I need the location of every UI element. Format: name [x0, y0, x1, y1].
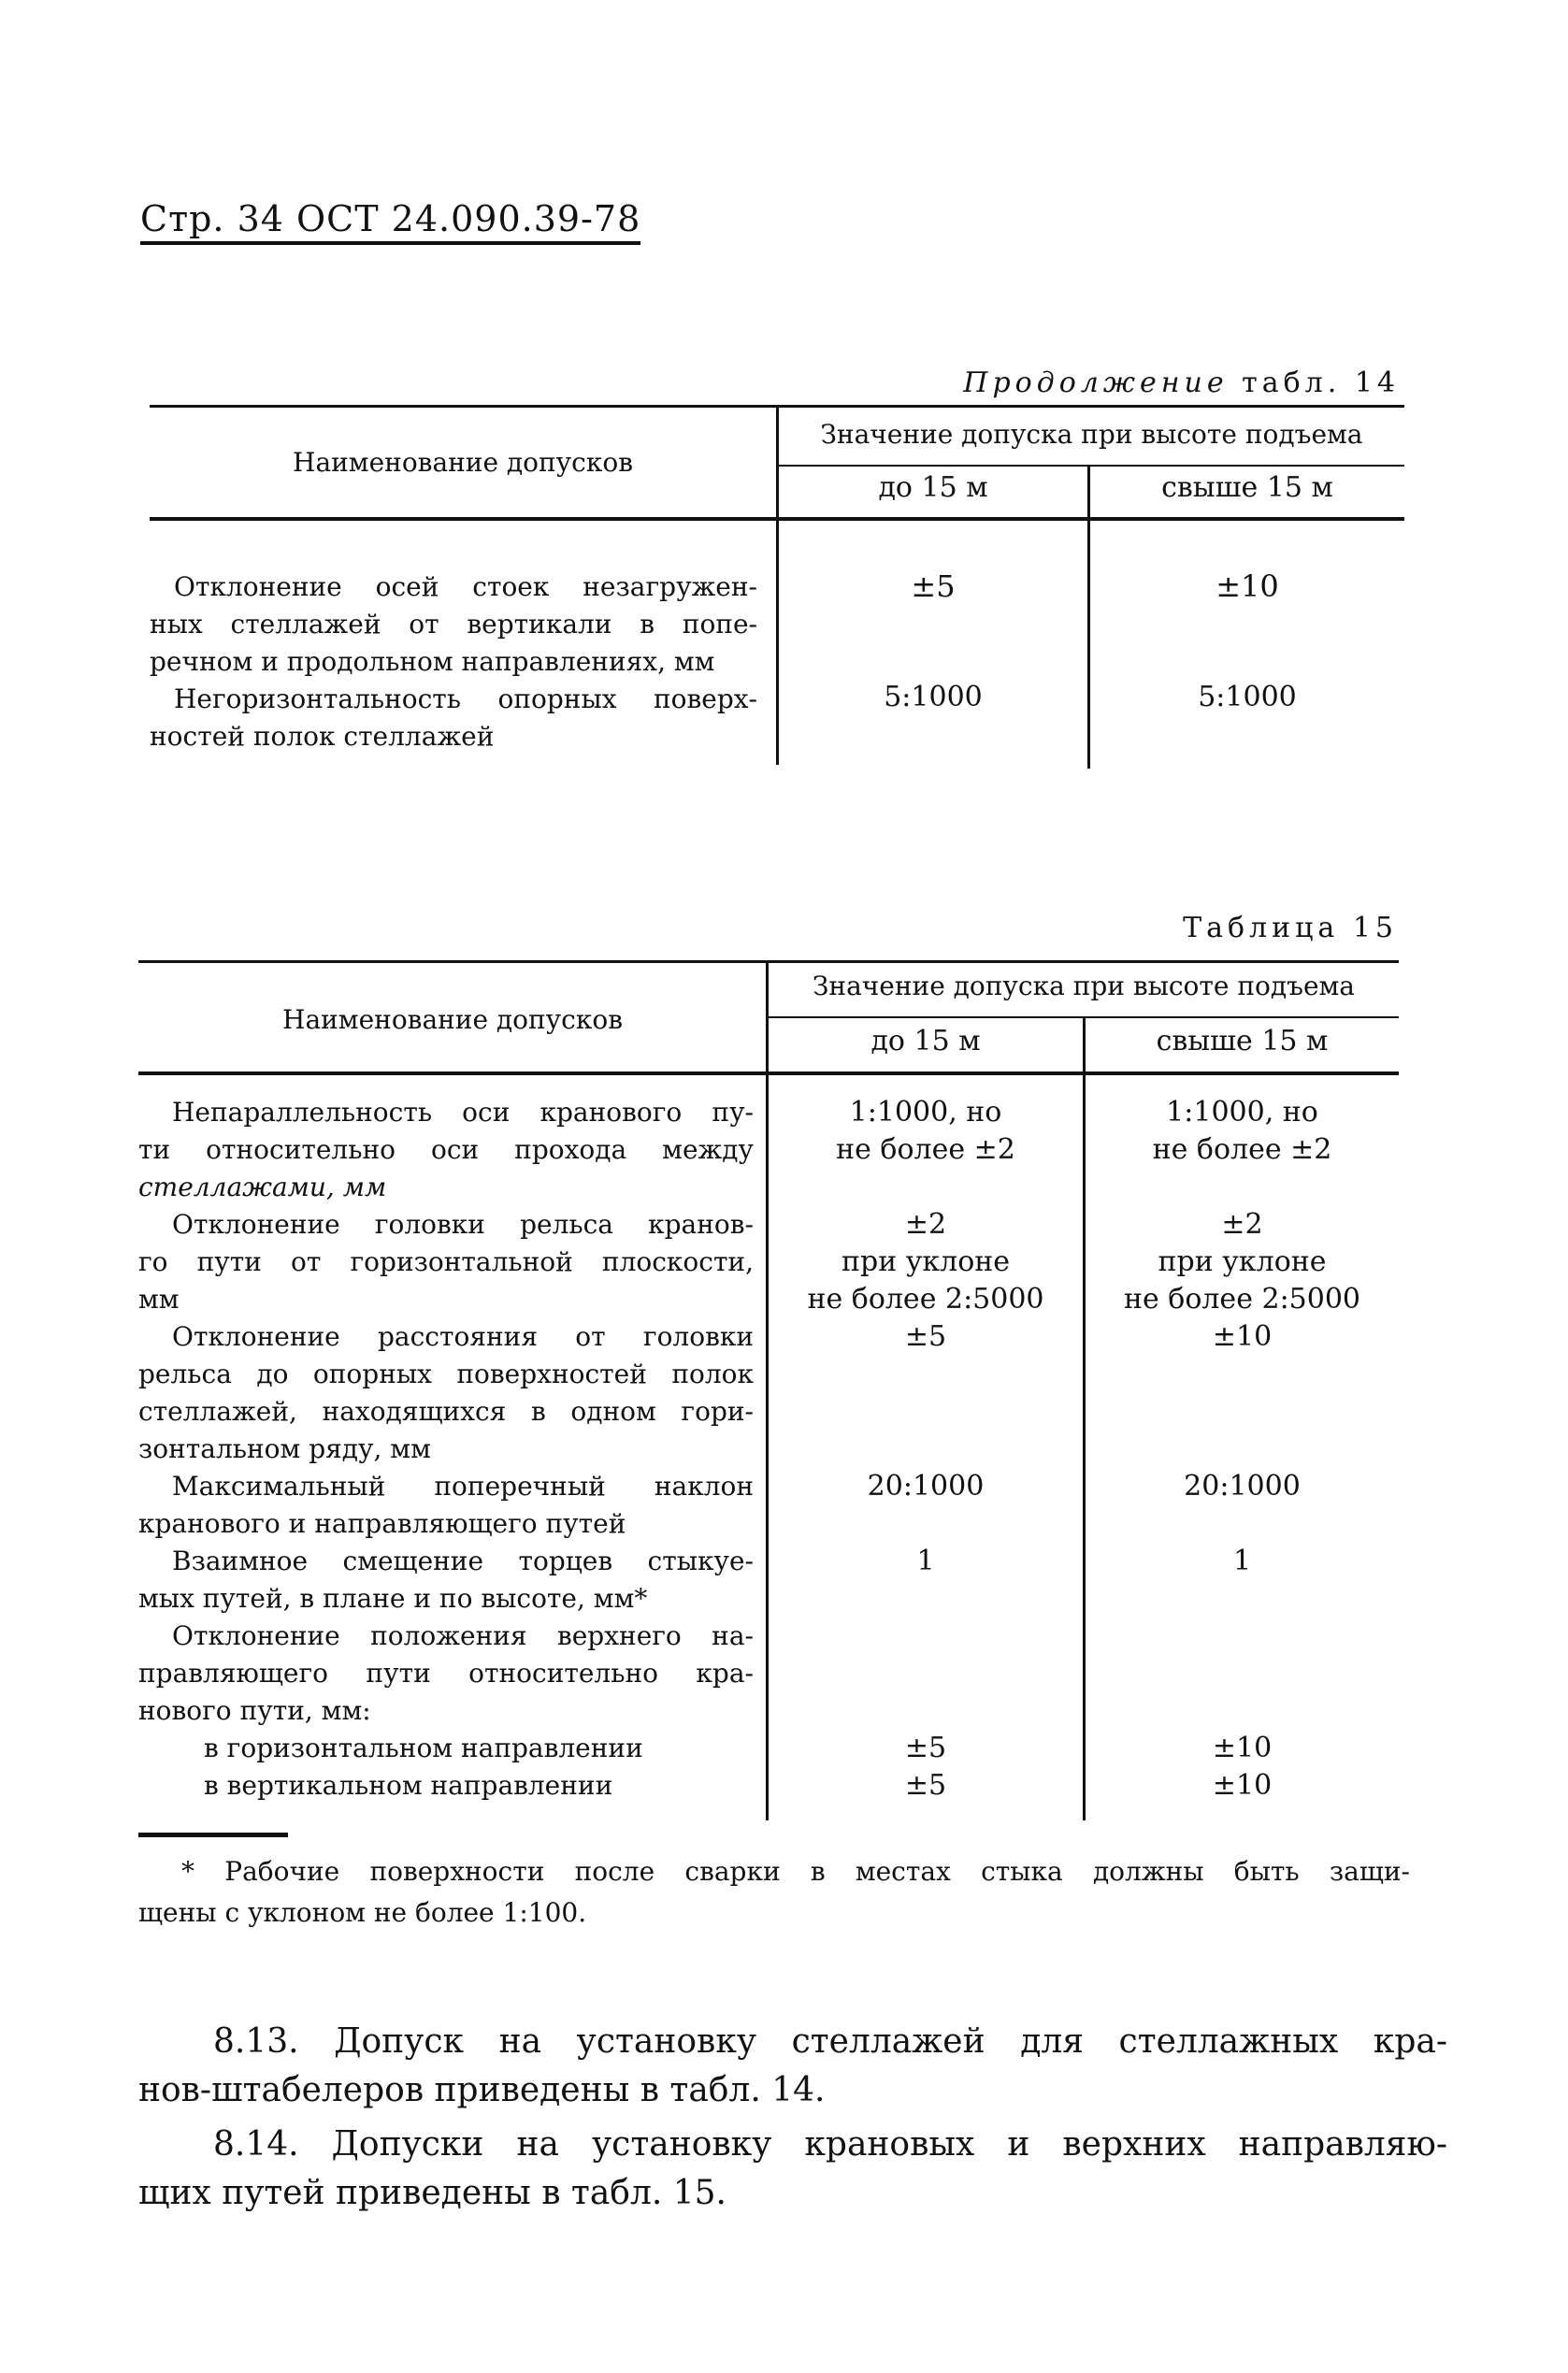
table15-row-7-line-1: в горизонтальном направлении — [204, 1733, 643, 1763]
table15-row-1-line-1: Непараллельность оси кранового пу- — [172, 1097, 754, 1128]
table14-caption-word: табл. — [1242, 367, 1342, 399]
table14-row-2-name — [150, 681, 757, 755]
table15-row-2-over-line-1: ±2 — [1221, 1208, 1263, 1241]
table15-row-3-line-3: стеллажей, находящихся в одном гори- — [138, 1396, 754, 1427]
table15-row-8-upto — [769, 1767, 1083, 1805]
table15-row-3-over-value: ±10 — [1212, 1320, 1273, 1353]
table15-row-2-line-3: мм — [138, 1284, 180, 1315]
table14-row-1-line-2: ных стеллажей от вертикали в попе- — [150, 609, 757, 640]
paragraph-8-14-line-2: щих путей приведены в табл. 15. — [138, 2174, 726, 2212]
table15-row-3-line-1: Отклонение расстояния от головки — [172, 1321, 754, 1352]
table15-row-7-upto-value: ±5 — [904, 1732, 947, 1764]
table14-row-1-line-3: речном и продольном направлениях, мм — [150, 646, 715, 677]
table15-row-5-upto — [769, 1543, 1083, 1580]
table15-row-7-name — [138, 1730, 754, 1767]
table14-row-2-upto: 5:1000 — [884, 681, 983, 713]
table15-row-2-line-2: го пути от горизонтальной плоскости, — [138, 1246, 754, 1277]
table15-row-3-line-2: рельса до опорных поверхностей полок — [138, 1359, 754, 1389]
table14-row-2-line-1: Негоризонтальность опорных поверх- — [174, 683, 757, 714]
table14-row-2-over: 5:1000 — [1198, 681, 1297, 713]
footnote-divider — [138, 1833, 288, 1837]
table15-row-2-name — [138, 1206, 754, 1318]
table15-row-7-over-value: ±10 — [1212, 1732, 1273, 1764]
table15-row-4-over-value: 20:1000 — [1184, 1470, 1301, 1503]
table15-row-5-over — [1086, 1543, 1399, 1580]
table14-col-name-header: Наименование допусков — [293, 447, 633, 478]
table15-row-2-upto — [769, 1206, 1083, 1318]
footnote-line-2: щены с уклоном не более 1:100. — [138, 1897, 587, 1928]
table15-row-2-upto-line-1: ±2 — [904, 1208, 947, 1241]
table14-col-over-header: свыше 15 м — [1161, 471, 1333, 504]
table14-caption-number: 14 — [1354, 367, 1400, 399]
table15-row-8-line-1: в вертикальном направлении — [204, 1770, 613, 1801]
table15-row-5-line-1: Взаимное смещение торцев стыкуе- — [172, 1546, 754, 1576]
table15-row-4-upto-value: 20:1000 — [867, 1470, 985, 1503]
table14-row-1-name — [150, 568, 757, 681]
table14-caption-label: Продолжение — [963, 367, 1229, 399]
table15-row-1-over — [1086, 1094, 1399, 1169]
table15-row-2-over-line-2: при уклоне — [1158, 1245, 1327, 1278]
table15-row-3-upto-value: ±5 — [904, 1320, 947, 1353]
table15-row-3-line-4: зонтальном ряду, мм — [138, 1433, 431, 1464]
table15-row-8-name — [138, 1767, 754, 1805]
table15-row-7-upto — [769, 1730, 1083, 1767]
table15-row-5-over-value: 1 — [1232, 1545, 1252, 1577]
table15-col-name-header: Наименование допусков — [282, 1004, 623, 1035]
table15-row-1-upto — [769, 1094, 1083, 1169]
table15-row-4-line-2: кранового и направляющего путей — [138, 1508, 626, 1539]
table15-col-value-header: Значение допуска при высоте подъема — [812, 971, 1355, 1001]
table15-row-1-upto-line-2: не более ±2 — [836, 1133, 1015, 1166]
table15-row-3-name — [138, 1318, 754, 1468]
table14-row-1-upto: ±5 — [911, 568, 956, 604]
table15-caption: Таблица 15 — [1183, 912, 1398, 944]
table15-row-1-line-3: стеллажами, мм — [138, 1172, 387, 1202]
table15-row-5-upto-value: 1 — [916, 1545, 935, 1577]
table15-row-8-over — [1086, 1767, 1399, 1805]
table15-col-over-header: свыше 15 м — [1156, 1025, 1329, 1057]
paragraph-8-13-line-2: нов-штабелеров приведены в табл. 14. — [138, 2071, 826, 2109]
table15-row-8-upto-value: ±5 — [904, 1769, 947, 1802]
table15-col-upto-header: до 15 м — [870, 1025, 981, 1057]
footnote-line-1: * Рабочие поверхности после сварки в местах стыка должны быть защи- — [181, 1856, 1410, 1887]
table14-row-1-over: ±10 — [1216, 568, 1279, 604]
page-header: Стр. 34 ОСТ 24.090.39-78 — [140, 198, 640, 245]
table15-row-2-upto-line-2: при уклоне — [842, 1245, 1010, 1278]
paragraph-8-13 — [138, 2018, 1447, 2115]
table14-row-1-line-1: Отклонение осей стоек незагружен- — [174, 571, 757, 602]
table14-caption — [963, 367, 1400, 399]
table15-row-6-line-2: правляющего пути относительно кра- — [138, 1658, 754, 1689]
table15-row-2-over — [1086, 1206, 1399, 1318]
paragraph-8-14 — [138, 2121, 1447, 2218]
table15-row-2-upto-line-3: не более 2:5000 — [807, 1283, 1044, 1316]
table14-col-value-header: Значение допуска при высоте подъема — [820, 419, 1363, 450]
table15-row-5-name — [138, 1543, 754, 1618]
table15-row-2-over-line-3: не более 2:5000 — [1123, 1283, 1361, 1316]
table15-row-1-name — [138, 1094, 754, 1206]
table15-row-6-line-3: нового пути, мм: — [138, 1695, 371, 1726]
table15-row-1-line-2: ти относительно оси прохода между — [138, 1134, 754, 1165]
table15-row-7-over — [1086, 1730, 1399, 1767]
table15-row-3-upto — [769, 1318, 1083, 1356]
table14-row-2-line-2: ностей полок стеллажей — [150, 721, 495, 752]
table15-row-2-line-1: Отклонение головки рельса кранов- — [172, 1209, 754, 1240]
table15-row-1-over-line-2: не более ±2 — [1152, 1133, 1332, 1166]
footnote — [138, 1851, 1410, 1934]
table15-row-1-upto-line-1: 1:1000, но — [849, 1096, 1002, 1129]
table15-row-6-line-1: Отклонение положения верхнего на- — [172, 1620, 754, 1651]
table15-row-4-over — [1086, 1468, 1399, 1505]
table15-row-4-upto — [769, 1468, 1083, 1505]
table15-row-4-line-1: Максимальный поперечный наклон — [172, 1471, 754, 1502]
table15-row-6-name — [138, 1618, 754, 1730]
table15-row-4-name — [138, 1468, 754, 1543]
table15-row-5-line-2: мых путей, в плане и по высоте, мм* — [138, 1583, 648, 1614]
table14-col-upto-header: до 15 м — [878, 471, 988, 504]
table15-row-8-over-value: ±10 — [1212, 1769, 1273, 1802]
table15-row-3-over — [1086, 1318, 1399, 1356]
paragraph-8-14-line-1: 8.14. Допуски на установку крановых и верхних направляю- — [213, 2125, 1447, 2164]
table15-row-1-over-line-1: 1:1000, но — [1166, 1096, 1318, 1129]
paragraph-8-13-line-1: 8.13. Допуск на установку стеллажей для стеллажных кра- — [213, 2022, 1447, 2061]
